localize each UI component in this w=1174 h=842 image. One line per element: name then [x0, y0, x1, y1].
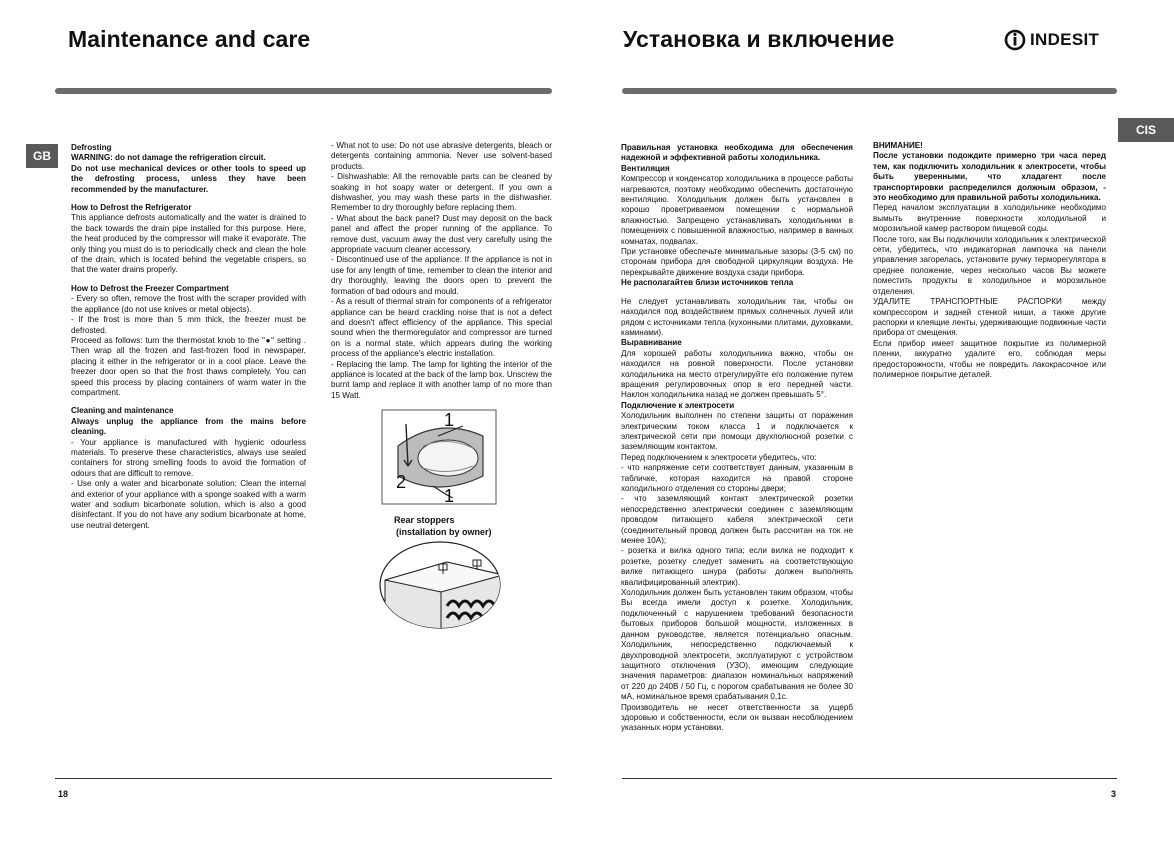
bold-paragraph: Defrosting — [71, 143, 112, 152]
footer-divider-left — [55, 778, 552, 779]
rear-stoppers-figure — [377, 540, 503, 630]
paragraph: - Replacing the lamp. The lamp for lighting the interior of the appliance is located at the back of the lamp box. Unscrew the burnt lamp and replace it with another lamp of no more than 15 Watt. — [331, 359, 552, 400]
paragraph-spacer — [621, 289, 853, 297]
page-title-left: Maintenance and care — [68, 26, 311, 52]
logo-wordmark: INDESIT — [1030, 30, 1100, 49]
paragraph: Если прибор имеет защитное покрытие из полимерной пленки, аккуратно удалите его, соблюдая меры предосторожности, чтобы не повредить лакокрасочное или полимерное покрытие деталей. — [873, 338, 1106, 379]
left-column-1 — [71, 143, 306, 531]
bold-paragraph: Вентиляция — [621, 163, 670, 173]
lamp-replacement-figure — [378, 406, 500, 508]
paragraph: - что заземляющий контакт электрической розетки непосредственно электрически соединен с заземляющим проводом питающего кабеля электрической сети (соединительный провод должен быть рассчитан на ток не менее 10А); — [621, 494, 853, 546]
bold-paragraph: После установки подождите примерно три часа перед тем, как подключить холодильник к электросети, чтобы быть уверенными, что хладагент после транспортировки распределился должным образом, - это необходимо для правильной работы холодильника. — [873, 151, 1106, 203]
paragraph: - Use only a water and bicarbonate solution: Clean the internal and exterior of your appliance with a sponge soaked with a warm water and sodium bicarbonate solution, which is also a good disinfectant. If you do not have any sodium bicarbonate at home, use neutral detergent. — [71, 479, 306, 530]
left-column-2 — [331, 141, 552, 401]
paragraph: Перед подключением к электросети убедитесь, что: — [621, 452, 817, 462]
paragraph: - Your appliance is manufactured with hygienic odourless materials. To preserve these characteristics, always use sealed containers for strong smelling foods to avoid the formation of odours that are difficult to remove. — [71, 437, 306, 478]
bold-paragraph: Правильная установка необходима для обеспечения надежной и эффективной работы холодильника. — [621, 143, 853, 163]
indesit-logo — [1004, 29, 1099, 51]
figure-label-1-top: 1 — [444, 410, 455, 430]
paragraph: - что напряжение сети соответствует данным, указанным в табличке, которая находится на правой стороне холодильного отделения со стороны двери; — [621, 463, 853, 493]
right-column-1 — [621, 143, 853, 734]
paragraph: Холодильник выполнен по степени защиты от поражения электрическим током класса 1 и подключается к электрической сети при помощи двухполюсной розетки с заземляющим контактом. — [621, 411, 853, 452]
figure-label-1-bottom: 1 — [444, 486, 455, 506]
bold-paragraph: Always unplug the appliance from the mains before cleaning. — [71, 416, 306, 437]
paragraph: После того, как Вы подключили холодильник к электрической сети, убедитесь, что индикаторная лампочка на панели управления загорелась, установите ручку терморегулятора в среднее положение, через несколько часов Вы можете поместить продукты в холодильное и морозильное отделения. — [873, 234, 1106, 296]
figure-label-2: 2 — [396, 472, 407, 492]
bold-paragraph: How to Defrost the Freezer Compartment — [71, 283, 229, 293]
header-divider-left — [55, 88, 552, 94]
paragraph: Не следует устанавливать холодильник так, чтобы он находился под воздействием прямых солнечных лучей или рядом с источниками тепла (кухонными плитами, духовками, каминами). — [621, 296, 853, 337]
paragraph: Proceed as follows: turn the thermostat knob to the "●" setting . Then wrap all the frozen and fast-frozen food in newspaper, placing it either in the refrigerator or in a cool place. Leave the freezer door open so that the frost thaws completely. You can speed this process by placing containers of warm water in the compartment. — [71, 335, 306, 397]
bold-paragraph: Do not use mechanical devices or other tools to speed up the defrosting process, unless they have been recommended by the manufacturer. — [71, 163, 306, 194]
paragraph: Перед началом эксплуатации в холодильнике необходимо вымыть внутренние поверхности холодильной и морозильной камер раствором пищевой соды. — [873, 203, 1106, 234]
language-tab-cis: CIS — [1118, 118, 1174, 142]
page-title-right: Установка и включение — [623, 26, 895, 52]
figure-caption-line1: Rear stoppers — [394, 515, 455, 525]
bold-paragraph: Выравнивание — [621, 338, 682, 348]
bold-paragraph: ВНИМАНИЕ! — [873, 141, 923, 150]
indesit-logo-icon — [1004, 29, 1026, 51]
paragraph: - What about the back panel? Dust may deposit on the back panel and affect the proper running of the appliance. To remove dust, vacuum away the dust very carefully using the appropriate vacuum cleaner accessory. — [331, 213, 552, 255]
paragraph: This appliance defrosts automatically and the water is drained to the back towards the drain pipe installed for this purpose. Here, the heat produced by the compressor will make it evaporate. The only thing you must do is to periodically check and clean the hole of the drain, which is located behind the vegetable crispers, so that the water drains properly. — [71, 213, 306, 275]
paragraph-spacer — [71, 195, 306, 203]
figure-caption-line2: (installation by owner) — [396, 527, 492, 537]
paragraph: - If the frost is more than 5 mm thick, the freezer must be defrosted. — [71, 315, 306, 335]
paragraph: При установке обеспечьте минимальные зазоры (3-5 см) по сторонам прибора для свободной циркуляции воздуха. Не перекрывайте движение воздуха сзади прибора. — [621, 247, 853, 277]
bold-paragraph: Cleaning and maintenance — [71, 406, 174, 416]
bold-paragraph: WARNING: do not damage the refrigeration circuit. — [71, 153, 266, 163]
paragraph: Компрессор и конденсатор холодильника в процессе работы нагреваются, поэтому необходимо обеспечить достаточную вентиляцию. Холодильник должен быть установлен в хорошо проветриваемом помещении с нормальной влажностью. Запрещено устанавливать холодильники в помещениях с повышенной влажностью, например в ванных комнатах, подвалах. — [621, 174, 853, 246]
right-column-2 — [873, 141, 1106, 380]
paragraph-spacer — [71, 398, 306, 406]
paragraph: Холодильник должен быть установлен таким образом, чтобы Вы всегда имели доступ к розетке. Холодильник, подключенный с нарушением требований безопасности бытовых приборов большой мощности, изложенных в данном руководстве, является потенциально опасным. Холодильник, непосредственно подключаемый к двухпроводной электросети, эксплуатируют с устройством защитного отключения (УЗО), имеющим следующие значения параметров: диапазон номинальных напряжений от 220 до 240В / 50 Гц, с порогом срабатывания не более 30 мА, номинальное время срабатывания 0,1с. — [621, 588, 853, 702]
paragraph-spacer — [71, 276, 306, 284]
paragraph: - Discontinued use of the appliance: If the appliance is not in use for any length of time, remember to clean the interior and dry thoroughly, leaving the doors open to prevent the formation of bad odours and mould. — [331, 255, 552, 296]
paragraph: - What not to use: Do not use abrasive detergents, bleach or detergents containing ammonia. Never use solvent-based products. — [331, 141, 552, 171]
paragraph: - розетка и вилка одного типа; если вилка не подходит к розетке, розетку следует заменить на соответствующую вилке питающего шнура (работы должен выполнять квалифицированный электрик). — [621, 546, 853, 587]
page-number-right: 3 — [1111, 789, 1117, 799]
paragraph: Для хорошей работы холодильника важно, чтобы он находился на ровной поверхности. После установки холодильника на место отрегулируйте его положение путем вращения регулировочных опор в его передней части. Наклон холодильника назад не должен превышать 5°. — [621, 348, 853, 400]
footer-divider-right — [622, 778, 1117, 779]
page-number-left: 18 — [58, 789, 69, 799]
paragraph: УДАЛИТЕ ТРАНСПОРТНЫЕ РАСПОРКИ между компрессором и задней стенкой ниши, а также другие распорки и клеящие ленты, удерживающие подвижные части прибора от смещения. — [873, 297, 1106, 338]
header-divider-right — [622, 88, 1117, 94]
bold-paragraph: How to Defrost the Refrigerator — [71, 203, 192, 213]
paragraph: - Every so often, remove the frost with the scraper provided with the appliance (do not use knives or metal objects). — [71, 294, 306, 314]
bold-paragraph: Подключение к электросети — [621, 400, 735, 410]
language-tab-gb: GB — [26, 144, 58, 168]
paragraph: Производитель не несет ответственности за ущерб здоровью и собственности, если он вызван несоблюдением указанных норм установки. — [621, 702, 853, 733]
paragraph: - As a result of thermal strain for components of a refrigerator appliance can be heard crackling noise that is not a defect and doesn't affect efficiency of the appliance. This special sound when the thermoregulator and compressor are turned on is a normal state, which appears during the working process of the appliance's electric installation. — [331, 297, 552, 359]
bold-paragraph: Не располагайтев близи источников тепла — [621, 278, 794, 288]
paragraph: - Dishwashable: All the removable parts can be cleaned by soaking in hot soapy water or detergent. If you own a dishwasher, you may wash these parts in the dishwasher. Remember to dry thoroughly before replacing them. — [331, 172, 552, 213]
